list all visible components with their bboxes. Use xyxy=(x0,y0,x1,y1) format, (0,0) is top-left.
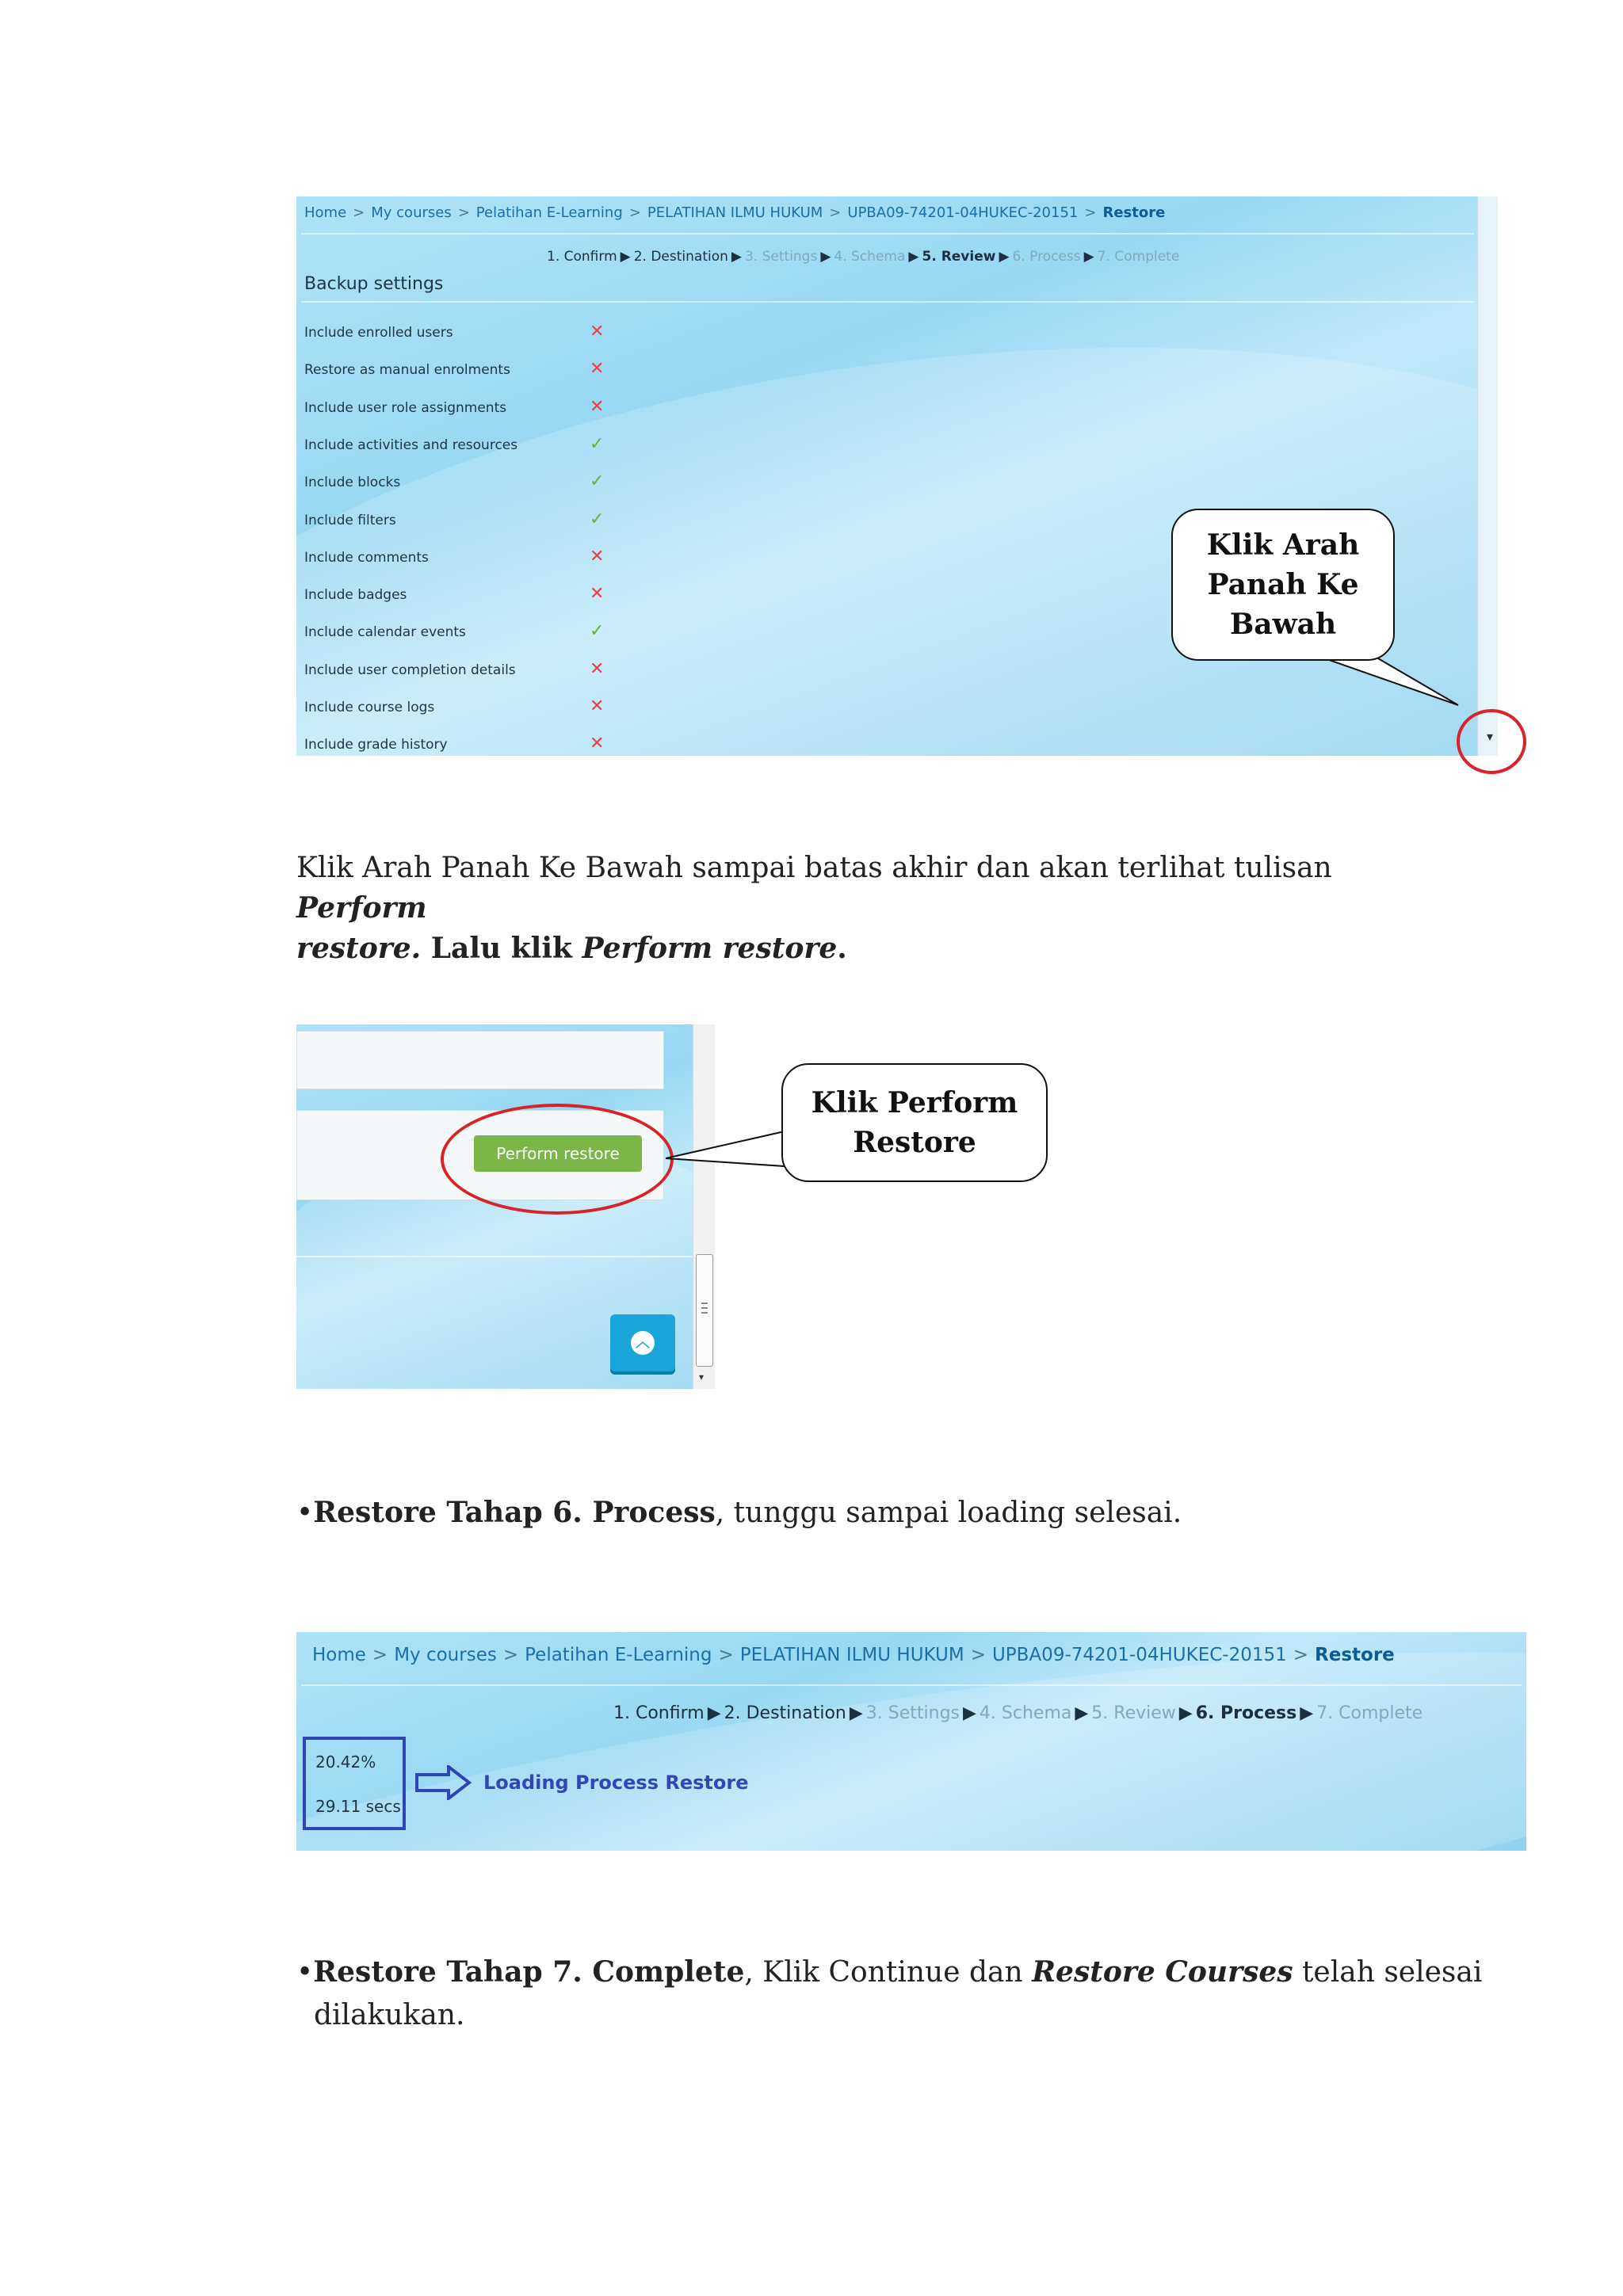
breadcrumb-current: Restore xyxy=(1315,1645,1395,1665)
setting-row: Include filters xyxy=(304,512,396,528)
check-icon: ✓ xyxy=(590,471,605,492)
restore-steps: 1. Confirm ▶ 2. Destination ▶ 3. Settings ▶ 4. Schema ▶ 5. Review ▶ 6. Process ▶ 7. Complete xyxy=(613,1703,1423,1723)
step-schema: 4. Schema xyxy=(979,1703,1072,1723)
setting-row: Include course logs xyxy=(304,700,435,715)
breadcrumb: Home > My courses > Pelatihan E-Learning > PELATIHAN ILMU HUKUM > UPBA09-74201-04HUKEC-20151 > Restore xyxy=(304,204,1166,221)
step-settings: 3. Settings xyxy=(865,1703,960,1723)
breadcrumb-category[interactable]: Pelatihan E-Learning xyxy=(475,204,623,221)
step-complete: 7. Complete xyxy=(1097,249,1180,265)
loading-annotation: Loading Process Restore xyxy=(483,1772,749,1794)
form-panel-top xyxy=(296,1031,664,1089)
scroll-arrow-highlight-circle xyxy=(1457,709,1526,774)
scroll-down-arrow-icon[interactable]: ▾ xyxy=(699,1371,705,1383)
step-complete: 7. Complete xyxy=(1316,1703,1423,1723)
breadcrumb-category[interactable]: Pelatihan E-Learning xyxy=(525,1645,712,1665)
perform-restore-button[interactable]: Perform restore xyxy=(474,1135,642,1172)
setting-row: Include blocks xyxy=(304,475,401,491)
cross-icon: ✕ xyxy=(590,734,605,754)
content-divider xyxy=(296,1256,693,1257)
callout-scroll-down: Klik Arah Panah Ke Bawah xyxy=(1171,509,1395,661)
cross-icon: ✕ xyxy=(590,658,605,679)
step-settings: 3. Settings xyxy=(744,249,818,265)
section-title: Backup settings xyxy=(304,274,444,294)
back-to-top-button[interactable] xyxy=(610,1314,675,1371)
breadcrumb-current: Restore xyxy=(1102,204,1166,221)
breadcrumb-course[interactable]: PELATIHAN ILMU HUKUM xyxy=(647,204,823,221)
progress-percent: 20.42% xyxy=(315,1753,376,1772)
cross-icon: ✕ xyxy=(590,322,605,341)
setting-row: Include user completion details xyxy=(304,662,516,678)
setting-row: Restore as manual enrolments xyxy=(304,362,510,379)
check-icon: ✓ xyxy=(590,509,605,529)
step-confirm: 1. Confirm xyxy=(613,1703,705,1723)
breadcrumb-my-courses[interactable]: My courses xyxy=(371,204,452,221)
breadcrumb-my-courses[interactable]: My courses xyxy=(394,1645,497,1665)
bullet-complete-step: •Restore Tahap 7. Complete, Klik Continue dan Restore Courses telah selesai dilakukan. xyxy=(296,1955,1483,2031)
instruction-paragraph: Klik Arah Panah Ke Bawah sampai batas akhir dan akan terlihat tulisan Perform restore. Lalu klik Perform restore. xyxy=(296,852,1332,965)
cross-icon: ✕ xyxy=(590,396,605,417)
callout-pointer-2 xyxy=(666,1125,792,1173)
check-icon: ✓ xyxy=(590,621,605,642)
cross-icon: ✕ xyxy=(590,696,605,716)
loading-process-screenshot xyxy=(296,1632,1526,1851)
setting-row: Include enrolled users xyxy=(304,325,453,341)
perform-restore-highlight-ellipse xyxy=(441,1104,674,1215)
callout-pointer-1 xyxy=(1300,650,1474,729)
breadcrumb: Home > My courses > Pelatihan E-Learning > PELATIHAN ILMU HUKUM > UPBA09-74201-04HUKEC-20151 > Restore xyxy=(312,1645,1395,1665)
step-process: 6. Process xyxy=(1012,249,1081,265)
progress-elapsed: 29.11 secs xyxy=(315,1797,401,1816)
breadcrumb-course[interactable]: PELATIHAN ILMU HUKUM xyxy=(739,1645,964,1665)
page-scrollbar[interactable] xyxy=(1477,196,1498,756)
step-destination: 2. Destination xyxy=(724,1703,846,1723)
breadcrumb-course-code[interactable]: UPBA09-74201-04HUKEC-20151 xyxy=(991,1645,1287,1665)
setting-row: Include grade history xyxy=(304,737,448,753)
cross-icon: ✕ xyxy=(590,584,605,605)
step-review: 5. Review xyxy=(1091,1703,1176,1723)
step-review: 5. Review xyxy=(922,249,996,265)
setting-row: Include user role assignments xyxy=(304,399,507,416)
progress-box xyxy=(303,1737,406,1830)
step-destination: 2. Destination xyxy=(633,249,728,265)
scrollbar-thumb[interactable] xyxy=(696,1254,713,1367)
scroll-down-arrow-icon[interactable]: ▾ xyxy=(1487,729,1494,744)
step-process: 6. Process xyxy=(1195,1703,1297,1723)
cross-icon: ✕ xyxy=(590,359,605,379)
bullet-dot-icon: • xyxy=(296,1956,314,1989)
breadcrumb-course-code[interactable]: UPBA09-74201-04HUKEC-20151 xyxy=(847,204,1079,221)
setting-row: Include badges xyxy=(304,587,407,604)
callout-perform-restore: Klik Perform Restore xyxy=(781,1063,1048,1182)
setting-row: Include calendar events xyxy=(304,624,466,641)
step-confirm: 1. Confirm xyxy=(547,249,617,265)
arrow-right-icon xyxy=(415,1765,472,1800)
step-schema: 4. Schema xyxy=(834,249,906,265)
bullet-process-step: •Restore Tahap 6. Process, tunggu sampai loading selesai. xyxy=(296,1496,1182,1529)
setting-row: Include comments xyxy=(304,549,429,566)
setting-row: Include activities and resources xyxy=(304,437,518,453)
breadcrumb-home[interactable]: Home xyxy=(304,204,347,221)
restore-steps: 1. Confirm ▶ 2. Destination ▶ 3. Settings ▶ 4. Schema ▶ 5. Review ▶ 6. Process ▶ 7. Complete xyxy=(547,249,1180,265)
cross-icon: ✕ xyxy=(590,546,605,566)
bullet-dot-icon: • xyxy=(296,1497,314,1529)
chevron-up-icon: ︿ xyxy=(631,1331,655,1355)
breadcrumb-home[interactable]: Home xyxy=(312,1645,366,1665)
check-icon: ✓ xyxy=(590,433,605,454)
